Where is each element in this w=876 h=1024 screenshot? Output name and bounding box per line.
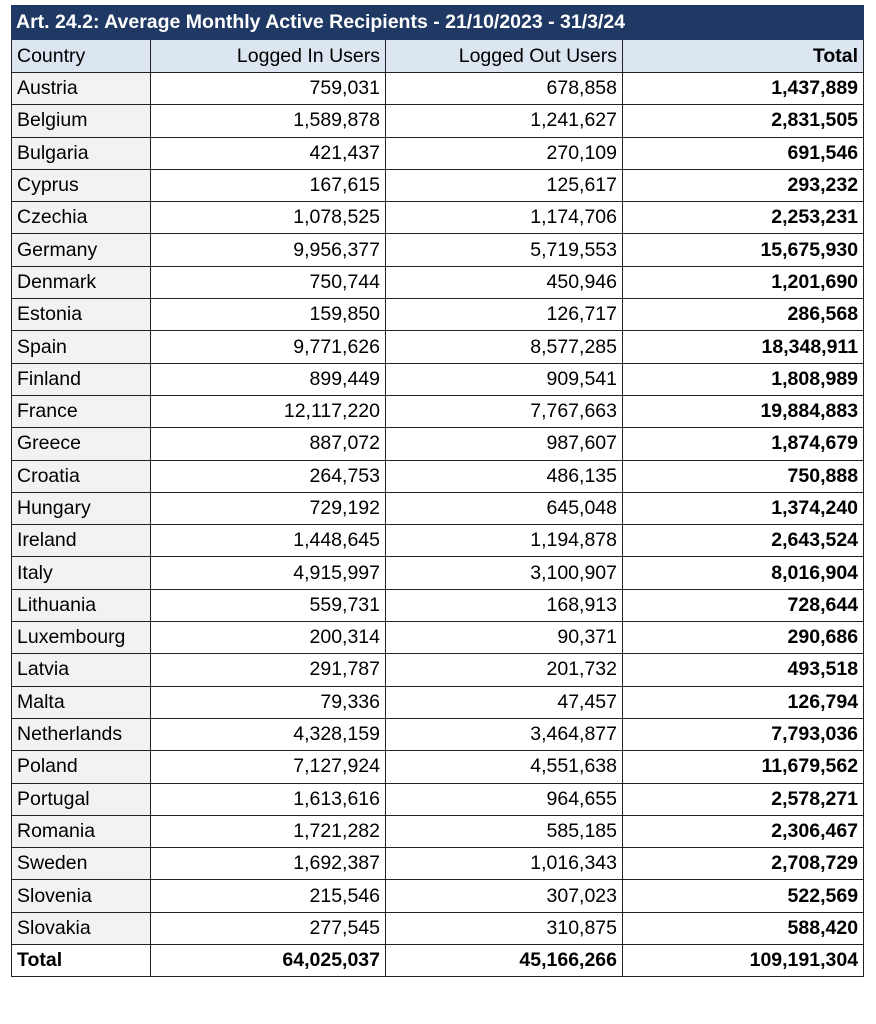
cell-country: Slovenia <box>12 880 151 912</box>
column-header-logged-out: Logged Out Users <box>386 40 623 73</box>
cell-country: Portugal <box>12 783 151 815</box>
cell-total: 493,518 <box>623 654 864 686</box>
cell-country: Ireland <box>12 525 151 557</box>
table-row <box>12 912 864 944</box>
table-row <box>12 718 864 750</box>
cell-logged-out: 270,109 <box>386 137 623 169</box>
cell-logged-out: 3,464,877 <box>386 718 623 750</box>
cell-total: 8,016,904 <box>623 557 864 589</box>
cell-logged-in: 291,787 <box>151 654 386 686</box>
cell-total: 2,643,524 <box>623 525 864 557</box>
cell-logged-in: 264,753 <box>151 460 386 492</box>
cell-country: Spain <box>12 331 151 363</box>
table-row <box>12 299 864 331</box>
table-body <box>12 73 864 945</box>
cell-logged-out: 585,185 <box>386 815 623 847</box>
totals-logged-out: 45,166,266 <box>386 945 623 977</box>
table-row <box>12 783 864 815</box>
cell-logged-out: 90,371 <box>386 622 623 654</box>
table-row <box>12 525 864 557</box>
cell-logged-in: 12,117,220 <box>151 395 386 427</box>
table-row <box>12 73 864 105</box>
column-header-row <box>12 40 864 73</box>
cell-country: Latvia <box>12 654 151 686</box>
cell-logged-out: 125,617 <box>386 169 623 201</box>
cell-logged-in: 421,437 <box>151 137 386 169</box>
cell-logged-out: 7,767,663 <box>386 395 623 427</box>
cell-logged-out: 47,457 <box>386 686 623 718</box>
cell-total: 286,568 <box>623 299 864 331</box>
cell-logged-in: 1,692,387 <box>151 848 386 880</box>
cell-country: Luxembourg <box>12 622 151 654</box>
cell-logged-out: 987,607 <box>386 428 623 460</box>
table-row <box>12 202 864 234</box>
cell-total: 7,793,036 <box>623 718 864 750</box>
cell-logged-in: 277,545 <box>151 912 386 944</box>
cell-logged-out: 1,194,878 <box>386 525 623 557</box>
cell-total: 750,888 <box>623 460 864 492</box>
cell-country: Greece <box>12 428 151 460</box>
cell-country: Slovakia <box>12 912 151 944</box>
cell-country: Cyprus <box>12 169 151 201</box>
cell-country: Romania <box>12 815 151 847</box>
cell-country: Finland <box>12 363 151 395</box>
cell-logged-in: 759,031 <box>151 73 386 105</box>
totals-logged-in: 64,025,037 <box>151 945 386 977</box>
recipients-table-container <box>11 5 863 977</box>
cell-total: 15,675,930 <box>623 234 864 266</box>
cell-logged-out: 645,048 <box>386 492 623 524</box>
cell-total: 1,374,240 <box>623 492 864 524</box>
cell-total: 126,794 <box>623 686 864 718</box>
table-row <box>12 460 864 492</box>
cell-logged-in: 9,956,377 <box>151 234 386 266</box>
cell-logged-out: 3,100,907 <box>386 557 623 589</box>
cell-total: 11,679,562 <box>623 751 864 783</box>
cell-logged-out: 4,551,638 <box>386 751 623 783</box>
cell-total: 588,420 <box>623 912 864 944</box>
cell-logged-in: 200,314 <box>151 622 386 654</box>
cell-total: 2,306,467 <box>623 815 864 847</box>
cell-country: Italy <box>12 557 151 589</box>
cell-country: Netherlands <box>12 718 151 750</box>
cell-total: 19,884,883 <box>623 395 864 427</box>
table-row <box>12 428 864 460</box>
cell-logged-out: 486,135 <box>386 460 623 492</box>
table-row <box>12 557 864 589</box>
cell-logged-out: 678,858 <box>386 73 623 105</box>
cell-logged-out: 1,241,627 <box>386 105 623 137</box>
cell-logged-in: 4,915,997 <box>151 557 386 589</box>
cell-logged-in: 887,072 <box>151 428 386 460</box>
cell-logged-in: 1,589,878 <box>151 105 386 137</box>
cell-country: Bulgaria <box>12 137 151 169</box>
cell-logged-out: 126,717 <box>386 299 623 331</box>
cell-country: Czechia <box>12 202 151 234</box>
cell-logged-out: 450,946 <box>386 266 623 298</box>
cell-logged-out: 1,016,343 <box>386 848 623 880</box>
cell-logged-in: 899,449 <box>151 363 386 395</box>
cell-logged-out: 964,655 <box>386 783 623 815</box>
table-row <box>12 169 864 201</box>
cell-logged-out: 310,875 <box>386 912 623 944</box>
table-row <box>12 363 864 395</box>
cell-logged-in: 215,546 <box>151 880 386 912</box>
cell-country: Hungary <box>12 492 151 524</box>
totals-row <box>12 945 864 977</box>
cell-total: 728,644 <box>623 589 864 621</box>
cell-logged-in: 1,613,616 <box>151 783 386 815</box>
cell-logged-in: 1,078,525 <box>151 202 386 234</box>
table-row <box>12 234 864 266</box>
cell-country: Sweden <box>12 848 151 880</box>
column-header-total: Total <box>623 40 864 73</box>
cell-country: Poland <box>12 751 151 783</box>
table-row <box>12 395 864 427</box>
cell-logged-out: 909,541 <box>386 363 623 395</box>
table-row <box>12 589 864 621</box>
totals-label: Total <box>12 945 151 977</box>
cell-country: Malta <box>12 686 151 718</box>
table-row <box>12 848 864 880</box>
cell-total: 2,708,729 <box>623 848 864 880</box>
table-row <box>12 654 864 686</box>
cell-total: 2,253,231 <box>623 202 864 234</box>
cell-total: 18,348,911 <box>623 331 864 363</box>
table-row <box>12 492 864 524</box>
cell-total: 290,686 <box>623 622 864 654</box>
column-header-logged-in: Logged In Users <box>151 40 386 73</box>
cell-total: 293,232 <box>623 169 864 201</box>
cell-total: 1,874,679 <box>623 428 864 460</box>
cell-logged-out: 1,174,706 <box>386 202 623 234</box>
table-row <box>12 686 864 718</box>
cell-logged-in: 167,615 <box>151 169 386 201</box>
cell-total: 1,201,690 <box>623 266 864 298</box>
cell-country: Croatia <box>12 460 151 492</box>
column-header-country: Country <box>12 40 151 73</box>
cell-total: 691,546 <box>623 137 864 169</box>
totals-total: 109,191,304 <box>623 945 864 977</box>
cell-logged-out: 8,577,285 <box>386 331 623 363</box>
cell-logged-in: 9,771,626 <box>151 331 386 363</box>
cell-logged-in: 729,192 <box>151 492 386 524</box>
cell-logged-out: 168,913 <box>386 589 623 621</box>
cell-country: Austria <box>12 73 151 105</box>
cell-country: Germany <box>12 234 151 266</box>
cell-total: 522,569 <box>623 880 864 912</box>
table-row <box>12 266 864 298</box>
cell-logged-in: 1,448,645 <box>151 525 386 557</box>
table-row <box>12 751 864 783</box>
cell-logged-in: 1,721,282 <box>151 815 386 847</box>
cell-logged-out: 5,719,553 <box>386 234 623 266</box>
cell-total: 2,831,505 <box>623 105 864 137</box>
cell-logged-out: 307,023 <box>386 880 623 912</box>
cell-country: Lithuania <box>12 589 151 621</box>
cell-logged-in: 7,127,924 <box>151 751 386 783</box>
table-row <box>12 815 864 847</box>
table-row <box>12 331 864 363</box>
cell-logged-in: 559,731 <box>151 589 386 621</box>
cell-logged-in: 159,850 <box>151 299 386 331</box>
cell-total: 1,808,989 <box>623 363 864 395</box>
cell-logged-in: 4,328,159 <box>151 718 386 750</box>
cell-total: 1,437,889 <box>623 73 864 105</box>
table-row <box>12 622 864 654</box>
cell-logged-in: 79,336 <box>151 686 386 718</box>
cell-country: France <box>12 395 151 427</box>
recipients-table <box>11 5 864 977</box>
table-title: Art. 24.2: Average Monthly Active Recipients - 21/10/2023 - 31/3/24 <box>12 6 864 40</box>
cell-country: Belgium <box>12 105 151 137</box>
table-title-row <box>12 6 864 40</box>
cell-logged-out: 201,732 <box>386 654 623 686</box>
table-row <box>12 105 864 137</box>
cell-logged-in: 750,744 <box>151 266 386 298</box>
cell-total: 2,578,271 <box>623 783 864 815</box>
table-row <box>12 880 864 912</box>
table-row <box>12 137 864 169</box>
cell-country: Denmark <box>12 266 151 298</box>
cell-country: Estonia <box>12 299 151 331</box>
